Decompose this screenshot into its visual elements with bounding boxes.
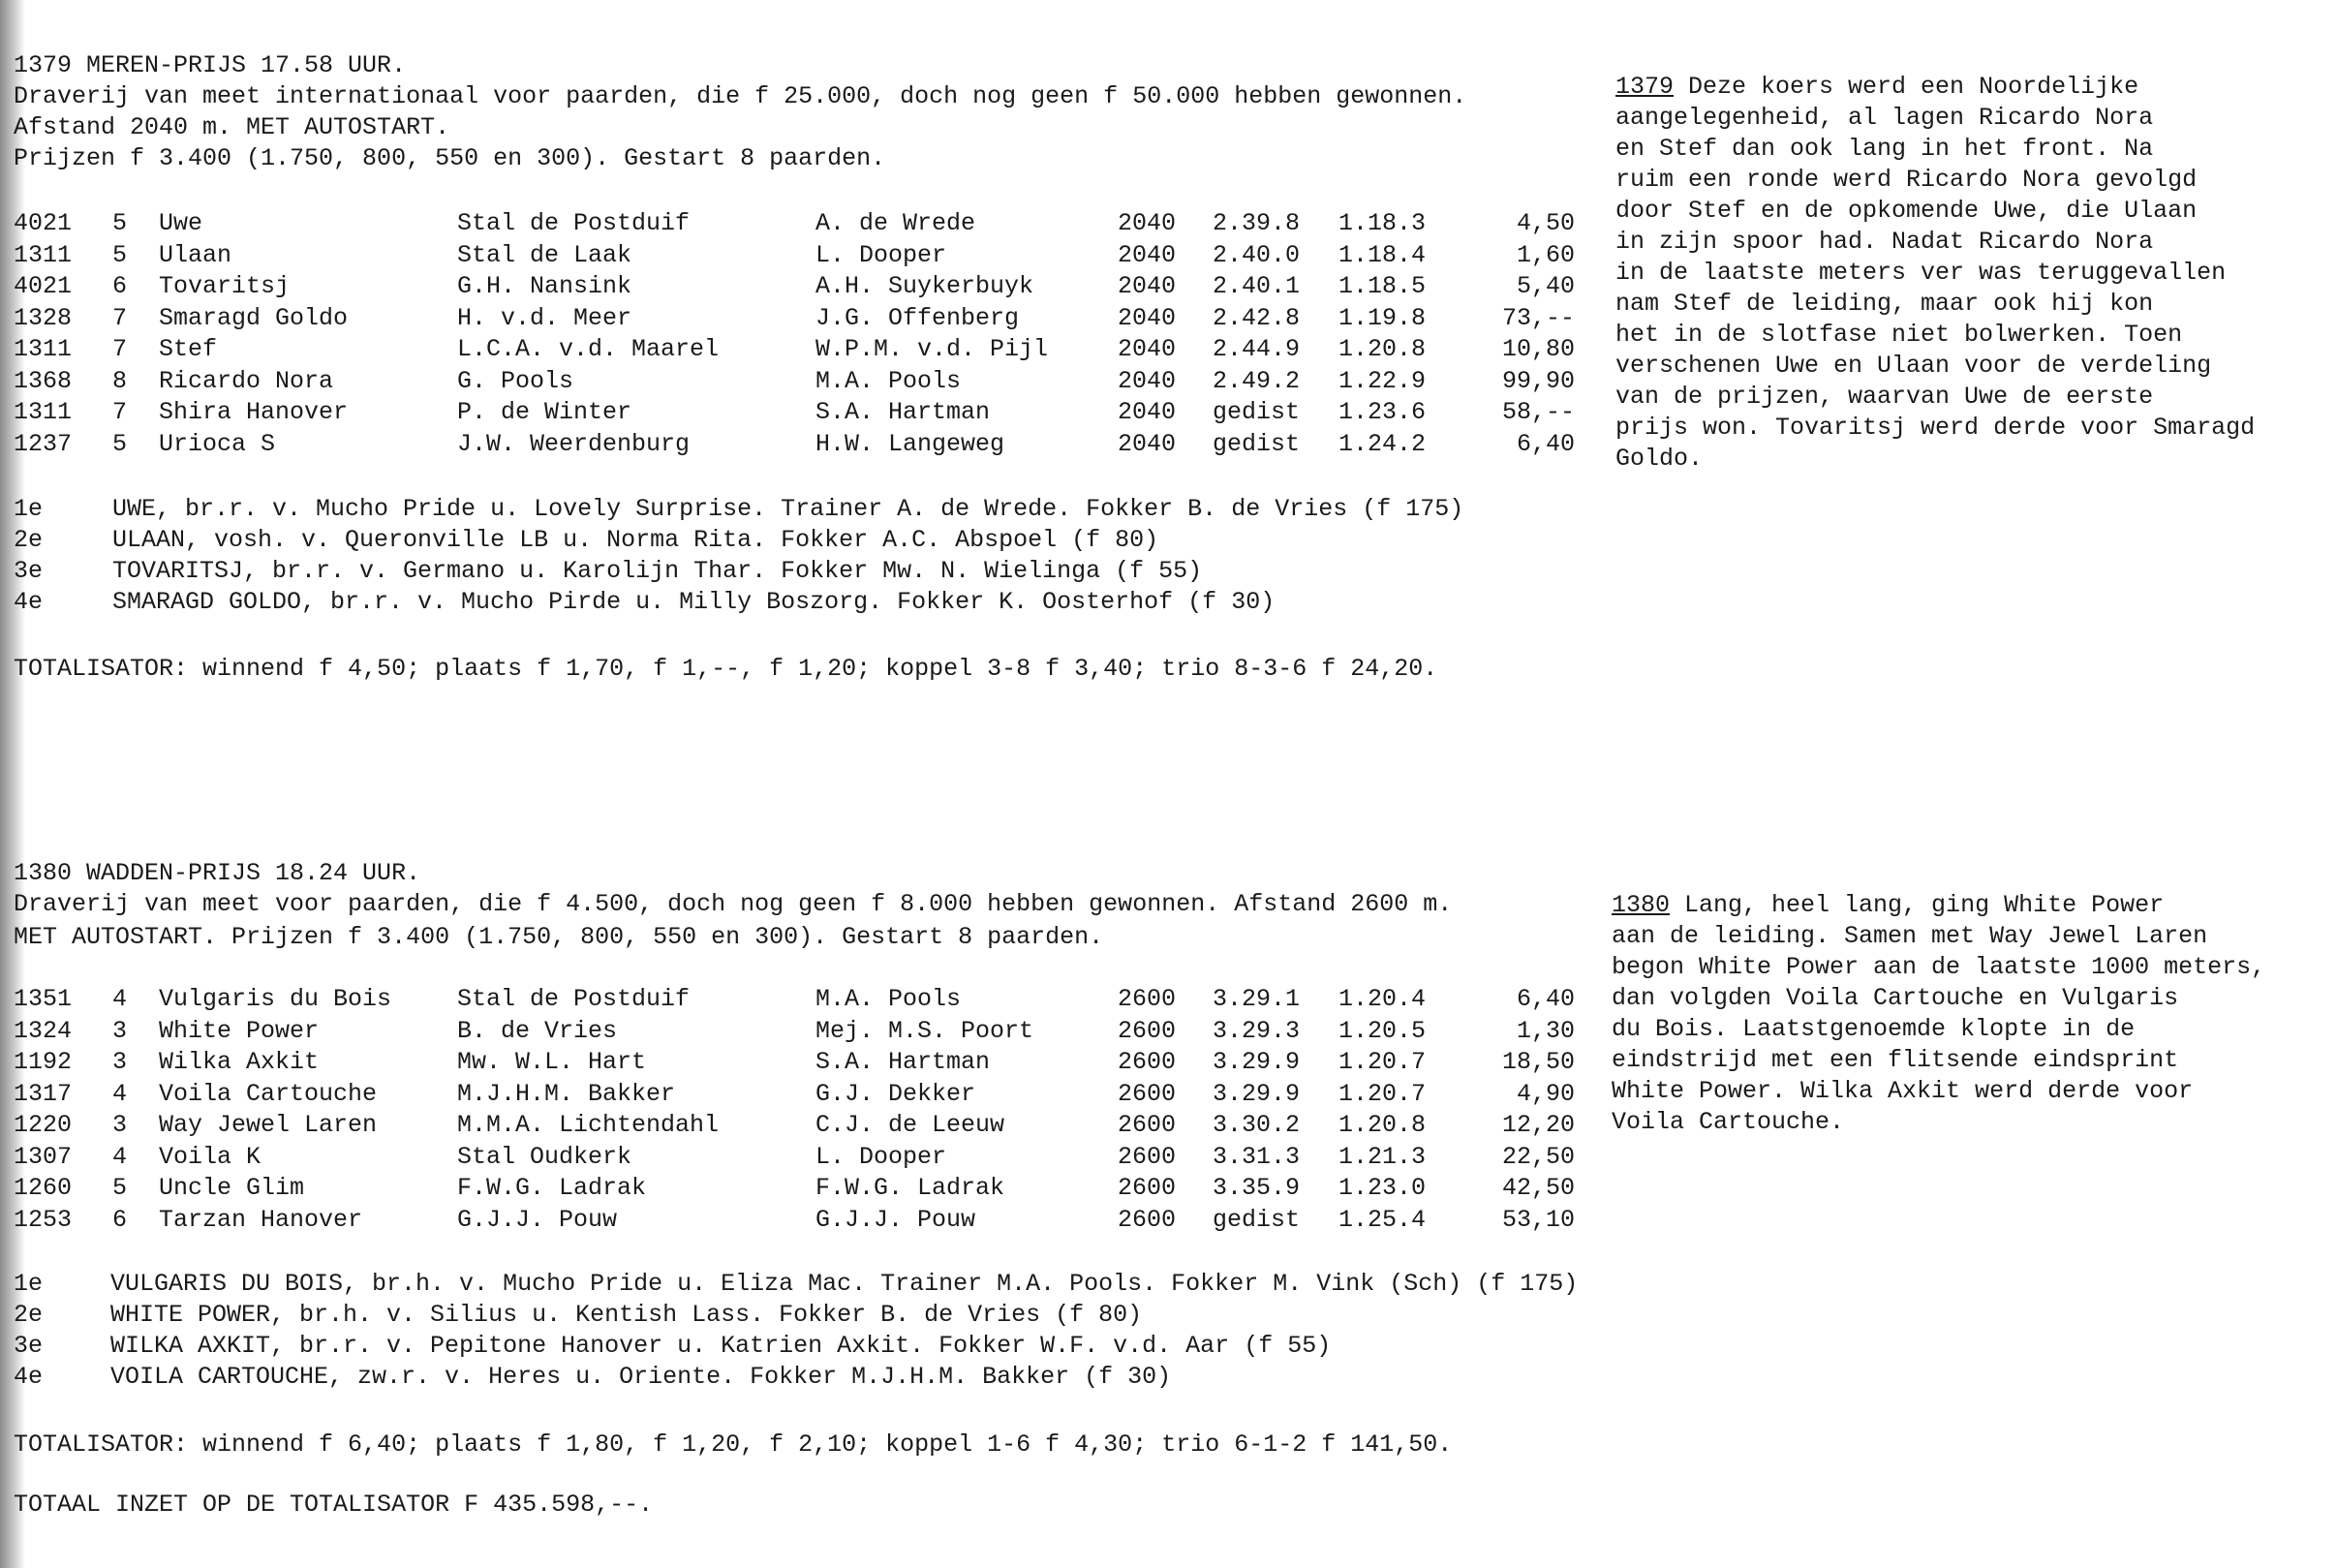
- cell-nr: 1192: [14, 1048, 73, 1076]
- cell-horse: Vulgaris du Bois: [159, 985, 392, 1013]
- cell-pos: 6: [112, 272, 128, 300]
- commentary-line: van de prijzen, waarvan Uwe de eerste: [1615, 383, 2154, 411]
- commentary-line: [1612, 890, 2164, 921]
- commentary-line: White Power. Wilka Axkit werd derde voor: [1612, 1077, 2194, 1105]
- commentary-line: Goldo.: [1615, 445, 1704, 473]
- cell-horse: Tarzan Hanover: [159, 1205, 363, 1234]
- cell-time: 3.30.2: [1213, 1111, 1301, 1139]
- cell-dist: 2040: [1118, 398, 1177, 426]
- placing-text: WILKA AXKIT, br.r. v. Pepitone Hanover u. Katrien Axkit. Fokker W.F. v.d. Aar (f 55): [110, 1332, 1332, 1360]
- cell-time: gedist: [1213, 398, 1301, 426]
- cell-pos: 5: [112, 240, 128, 269]
- commentary-line: door Stef en de opkomende Uwe, die Ulaan: [1615, 197, 2198, 225]
- cell-horse: Uwe: [159, 209, 203, 237]
- cell-odds: 6,40: [1516, 985, 1575, 1013]
- commentary-line: nam Stef de leiding, maar ook hij kon: [1615, 290, 2154, 318]
- cell-owner: B. de Vries: [457, 1016, 618, 1045]
- commentary-ref: 1380: [1612, 891, 1671, 919]
- cell-odds: 1,30: [1516, 1016, 1575, 1045]
- cell-driver: S.A. Hartman: [815, 1048, 991, 1076]
- commentary-line: in zijn spoor had. Nadat Ricardo Nora: [1615, 228, 2154, 256]
- cell-driver: L. Dooper: [815, 240, 947, 269]
- race-conditions: Draverij van meet voor paarden, die f 4.500, doch nog geen f 8.000 hebben gewonnen. Afstand 2600 m.: [14, 890, 1453, 918]
- cell-driver: G.J.J. Pouw: [815, 1205, 976, 1234]
- cell-time: gedist: [1213, 1205, 1301, 1234]
- cell-driver: Mej. M.S. Poort: [815, 1016, 1034, 1045]
- cell-km: 1.22.9: [1338, 366, 1427, 395]
- race-conditions: Draverij van meet internationaal voor paarden, die f 25.000, doch nog geen f 50.000 hebben gewonnen.: [14, 82, 1467, 110]
- commentary-line: verschenen Uwe en Ulaan voor de verdeling: [1615, 352, 2212, 380]
- placing-text: UWE, br.r. v. Mucho Pride u. Lovely Surprise. Trainer A. de Wrede. Fokker B. de Vries (f 175): [112, 495, 1464, 523]
- cell-pos: 5: [112, 1174, 128, 1202]
- cell-pos: 4: [112, 1142, 128, 1171]
- cell-driver: C.J. de Leeuw: [815, 1111, 1005, 1139]
- cell-km: 1.18.5: [1338, 272, 1427, 300]
- cell-time: 3.29.1: [1213, 985, 1301, 1013]
- commentary-line: prijs won. Tovaritsj werd derde voor Smaragd: [1615, 414, 2256, 442]
- race-prizes: MET AUTOSTART. Prijzen f 3.400 (1.750, 800, 550 en 300). Gestart 8 paarden.: [14, 923, 1104, 951]
- commentary-text: Deze koers werd een Noordelijke: [1674, 73, 2139, 101]
- cell-odds: 73,--: [1501, 303, 1575, 332]
- cell-dist: 2040: [1118, 335, 1177, 363]
- cell-km: 1.25.4: [1338, 1205, 1427, 1234]
- cell-odds: 58,--: [1501, 398, 1575, 426]
- cell-pos: 3: [112, 1048, 128, 1076]
- cell-km: 1.18.3: [1338, 209, 1427, 237]
- cell-nr: 1253: [14, 1205, 73, 1234]
- cell-nr: 1311: [14, 398, 73, 426]
- cell-dist: 2600: [1118, 1048, 1177, 1076]
- cell-horse: White Power: [159, 1016, 320, 1045]
- cell-owner: L.C.A. v.d. Maarel: [457, 335, 720, 363]
- cell-owner: H. v.d. Meer: [457, 303, 632, 332]
- cell-nr: 1307: [14, 1142, 73, 1171]
- cell-km: 1.23.6: [1338, 398, 1427, 426]
- cell-time: 2.39.8: [1213, 209, 1301, 237]
- cell-owner: Stal de Laak: [457, 240, 632, 269]
- cell-owner: Stal de Postduif: [457, 985, 691, 1013]
- cell-nr: 1311: [14, 335, 73, 363]
- cell-time: 2.44.9: [1213, 335, 1301, 363]
- cell-km: 1.23.0: [1338, 1174, 1427, 1202]
- cell-time: 3.31.3: [1213, 1142, 1301, 1171]
- cell-nr: 1351: [14, 985, 73, 1013]
- cell-km: 1.19.8: [1338, 303, 1427, 332]
- placing-place: 2e: [14, 1301, 44, 1329]
- cell-time: 2.49.2: [1213, 366, 1301, 395]
- cell-time: 3.29.9: [1213, 1048, 1301, 1076]
- commentary-line: du Bois. Laatstgenoemde klopte in de: [1612, 1015, 2136, 1043]
- cell-odds: 99,90: [1501, 366, 1575, 395]
- cell-nr: 4021: [14, 272, 73, 300]
- placing-text: VULGARIS DU BOIS, br.h. v. Mucho Pride u. Eliza Mac. Trainer M.A. Pools. Fokker M. Vink (Sch) (f 175): [110, 1270, 1579, 1298]
- cell-horse: Urioca S: [159, 429, 276, 458]
- cell-dist: 2040: [1118, 303, 1177, 332]
- cell-nr: 1317: [14, 1079, 73, 1108]
- cell-nr: 1220: [14, 1111, 73, 1139]
- placing-text: ULAAN, vosh. v. Queronville LB u. Norma Rita. Fokker A.C. Abspoel (f 80): [112, 526, 1159, 554]
- cell-owner: M.M.A. Lichtendahl: [457, 1111, 720, 1139]
- cell-driver: W.P.M. v.d. Pijl: [815, 335, 1049, 363]
- commentary-line: [1615, 72, 2138, 103]
- cell-owner: G. Pools: [457, 366, 574, 395]
- commentary-line: en Stef dan ook lang in het front. Na: [1615, 135, 2154, 163]
- commentary-line: in de laatste meters ver was teruggevallen: [1615, 259, 2227, 287]
- cell-pos: 8: [112, 366, 128, 395]
- cell-km: 1.20.5: [1338, 1016, 1427, 1045]
- commentary-line: aangelegenheid, al lagen Ricardo Nora: [1615, 104, 2154, 132]
- cell-pos: 3: [112, 1111, 128, 1139]
- cell-odds: 1,60: [1516, 240, 1575, 269]
- cell-driver: L. Dooper: [815, 1142, 947, 1171]
- placing-text: WHITE POWER, br.h. v. Silius u. Kentish Lass. Fokker B. de Vries (f 80): [110, 1301, 1143, 1329]
- cell-nr: 1237: [14, 429, 73, 458]
- cell-horse: Uncle Glim: [159, 1174, 305, 1202]
- cell-odds: 22,50: [1501, 1142, 1575, 1171]
- cell-dist: 2600: [1118, 1174, 1177, 1202]
- cell-driver: M.A. Pools: [815, 366, 962, 395]
- commentary-ref: 1379: [1615, 73, 1675, 101]
- placing-place: 3e: [14, 1332, 44, 1360]
- cell-owner: Stal Oudkerk: [457, 1142, 632, 1171]
- commentary-line: aan de leiding. Samen met Way Jewel Laren: [1612, 922, 2208, 950]
- placing-text: TOVARITSJ, br.r. v. Germano u. Karolijn Thar. Fokker Mw. N. Wielinga (f 55): [112, 557, 1203, 585]
- placing-place: 4e: [14, 1363, 44, 1391]
- cell-driver: G.J. Dekker: [815, 1079, 976, 1108]
- cell-time: 2.42.8: [1213, 303, 1301, 332]
- placing-text: SMARAGD GOLDO, br.r. v. Mucho Pirde u. Milly Boszorg. Fokker K. Oosterhof (f 30): [112, 588, 1276, 616]
- placing-text: VOILA CARTOUCHE, zw.r. v. Heres u. Oriente. Fokker M.J.H.M. Bakker (f 30): [110, 1363, 1172, 1391]
- cell-dist: 2600: [1118, 985, 1177, 1013]
- commentary-text: Lang, heel lang, ging White Power: [1670, 891, 2165, 919]
- cell-nr: 1260: [14, 1174, 73, 1202]
- cell-time: 3.35.9: [1213, 1174, 1301, 1202]
- cell-owner: Stal de Postduif: [457, 209, 691, 237]
- race-prizes: Prijzen f 3.400 (1.750, 800, 550 en 300). Gestart 8 paarden.: [14, 144, 886, 172]
- cell-odds: 4,90: [1516, 1079, 1575, 1108]
- cell-horse: Voila K: [159, 1142, 261, 1171]
- cell-km: 1.20.8: [1338, 335, 1427, 363]
- cell-pos: 7: [112, 335, 128, 363]
- cell-nr: 4021: [14, 209, 73, 237]
- cell-owner: M.J.H.M. Bakker: [457, 1079, 676, 1108]
- cell-dist: 2040: [1118, 240, 1177, 269]
- cell-dist: 2040: [1118, 429, 1177, 458]
- cell-odds: 18,50: [1501, 1048, 1575, 1076]
- cell-driver: M.A. Pools: [815, 985, 962, 1013]
- cell-dist: 2040: [1118, 366, 1177, 395]
- commentary-line: dan volgden Voila Cartouche en Vulgaris: [1612, 984, 2179, 1012]
- totalisator-line: TOTALISATOR: winnend f 4,50; plaats f 1,70, f 1,--, f 1,20; koppel 3-8 f 3,40; trio 8-3-6 f 24,20.: [14, 655, 1438, 683]
- cell-dist: 2600: [1118, 1016, 1177, 1045]
- cell-horse: Voila Cartouche: [159, 1079, 378, 1108]
- cell-driver: A.H. Suykerbuyk: [815, 272, 1034, 300]
- cell-dist: 2040: [1118, 209, 1177, 237]
- commentary-line: het in de slotfase niet bolwerken. Toen: [1615, 321, 2183, 349]
- cell-driver: H.W. Langeweg: [815, 429, 1005, 458]
- cell-driver: F.W.G. Ladrak: [815, 1174, 1005, 1202]
- cell-km: 1.24.2: [1338, 429, 1427, 458]
- cell-odds: 4,50: [1516, 209, 1575, 237]
- commentary-line: eindstrijd met een flitsende eindsprint: [1612, 1046, 2179, 1074]
- cell-time: 3.29.3: [1213, 1016, 1301, 1045]
- cell-nr: 1368: [14, 366, 73, 395]
- cell-owner: Mw. W.L. Hart: [457, 1048, 647, 1076]
- cell-odds: 12,20: [1501, 1111, 1575, 1139]
- cell-horse: Ricardo Nora: [159, 366, 334, 395]
- totalisator-line: TOTALISATOR: winnend f 6,40; plaats f 1,80, f 1,20, f 2,10; koppel 1-6 f 4,30; trio 6-1-2 f 141,50.: [14, 1430, 1453, 1459]
- cell-horse: Smaragd Goldo: [159, 303, 349, 332]
- cell-horse: Tovaritsj: [159, 272, 291, 300]
- cell-pos: 4: [112, 985, 128, 1013]
- race-distance: Afstand 2040 m. MET AUTOSTART.: [14, 113, 450, 141]
- total-stake-line: TOTAAL INZET OP DE TOTALISATOR F 435.598,--.: [14, 1491, 654, 1519]
- commentary-line: ruim een ronde werd Ricardo Nora gevolgd: [1615, 166, 2198, 194]
- cell-km: 1.21.3: [1338, 1142, 1427, 1171]
- cell-time: gedist: [1213, 429, 1301, 458]
- commentary-line: Voila Cartouche.: [1612, 1108, 1845, 1136]
- cell-owner: F.W.G. Ladrak: [457, 1174, 647, 1202]
- cell-dist: 2600: [1118, 1142, 1177, 1171]
- race-title: 1379 MEREN-PRIJS 17.58 UUR.: [14, 51, 407, 79]
- cell-owner: G.J.J. Pouw: [457, 1205, 618, 1234]
- placing-place: 2e: [14, 526, 44, 554]
- cell-pos: 7: [112, 303, 128, 332]
- cell-time: 3.29.9: [1213, 1079, 1301, 1108]
- cell-owner: P. de Winter: [457, 398, 632, 426]
- cell-horse: Way Jewel Laren: [159, 1111, 378, 1139]
- placing-place: 1e: [14, 1270, 44, 1298]
- cell-driver: J.G. Offenberg: [815, 303, 1020, 332]
- placing-place: 1e: [14, 495, 44, 523]
- cell-pos: 7: [112, 398, 128, 426]
- cell-owner: J.W. Weerdenburg: [457, 429, 691, 458]
- cell-time: 2.40.0: [1213, 240, 1301, 269]
- cell-pos: 4: [112, 1079, 128, 1108]
- cell-pos: 5: [112, 209, 128, 237]
- cell-km: 1.20.7: [1338, 1048, 1427, 1076]
- cell-km: 1.20.8: [1338, 1111, 1427, 1139]
- cell-km: 1.20.4: [1338, 985, 1427, 1013]
- cell-horse: Stef: [159, 335, 218, 363]
- cell-odds: 42,50: [1501, 1174, 1575, 1202]
- cell-dist: 2040: [1118, 272, 1177, 300]
- race-title: 1380 WADDEN-PRIJS 18.24 UUR.: [14, 859, 421, 887]
- placing-place: 4e: [14, 588, 44, 616]
- cell-dist: 2600: [1118, 1205, 1177, 1234]
- cell-horse: Shira Hanover: [159, 398, 349, 426]
- placing-place: 3e: [14, 557, 44, 585]
- cell-odds: 5,40: [1516, 272, 1575, 300]
- cell-driver: A. de Wrede: [815, 209, 976, 237]
- cell-odds: 53,10: [1501, 1205, 1575, 1234]
- cell-km: 1.20.7: [1338, 1079, 1427, 1108]
- cell-driver: S.A. Hartman: [815, 398, 991, 426]
- cell-pos: 6: [112, 1205, 128, 1234]
- cell-dist: 2600: [1118, 1079, 1177, 1108]
- cell-pos: 5: [112, 429, 128, 458]
- cell-owner: G.H. Nansink: [457, 272, 632, 300]
- cell-km: 1.18.4: [1338, 240, 1427, 269]
- cell-nr: 1328: [14, 303, 73, 332]
- cell-dist: 2600: [1118, 1111, 1177, 1139]
- cell-odds: 10,80: [1501, 335, 1575, 363]
- cell-pos: 3: [112, 1016, 128, 1045]
- cell-nr: 1311: [14, 240, 73, 269]
- cell-horse: Ulaan: [159, 240, 232, 269]
- cell-nr: 1324: [14, 1016, 73, 1045]
- cell-horse: Wilka Axkit: [159, 1048, 320, 1076]
- cell-odds: 6,40: [1516, 429, 1575, 458]
- cell-time: 2.40.1: [1213, 272, 1301, 300]
- commentary-line: begon White Power aan de laatste 1000 meters,: [1612, 953, 2266, 981]
